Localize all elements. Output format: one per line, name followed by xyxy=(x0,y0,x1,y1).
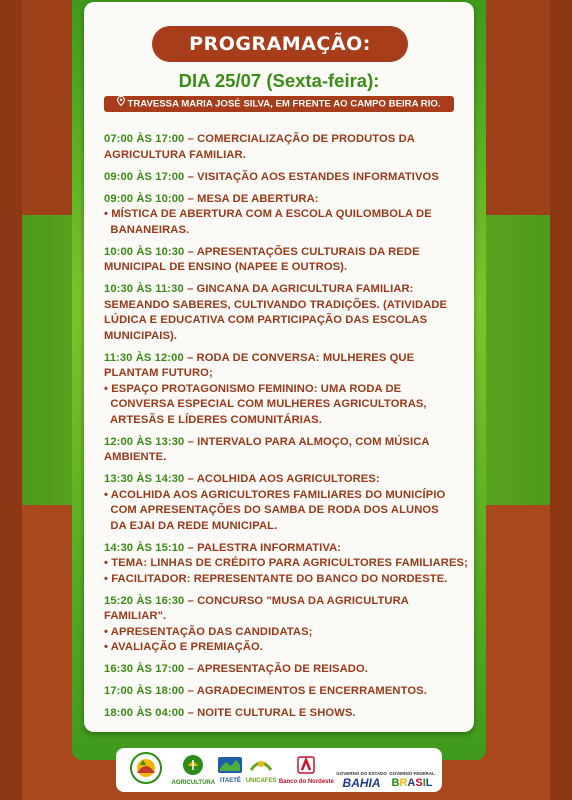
schedule-item xyxy=(104,170,468,186)
schedule-text: MUNICIPAL DE ENSINO (NAPEE E OUTROS). xyxy=(104,261,348,273)
schedule-bullet: • FACILITADOR: REPRESENTANTE DO BANCO DO NORDESTE. xyxy=(104,572,448,585)
schedule-text: AGRICULTURA FAMILIAR. xyxy=(104,148,246,161)
schedule-text: – VISITAÇÃO AOS ESTANDES INFORMATIVOS xyxy=(184,170,439,183)
schedule-item xyxy=(104,541,468,588)
schedule-text: – APRESENTAÇÕES CULTURAIS DA REDE xyxy=(184,245,420,258)
schedule-line xyxy=(104,706,468,722)
schedule-time: 11:30 ÀS 12:00 xyxy=(104,351,184,364)
schedule-text: – RODA DE CONVERSA: MULHERES QUE xyxy=(183,351,415,364)
schedule-text: – MESA DE ABERTURA: xyxy=(184,192,319,205)
itaete-logo-icon xyxy=(217,756,243,778)
schedule-item xyxy=(104,132,468,163)
schedule-bullet: COM APRESENTAÇÕES DO SAMBA DE RODA DOS ALUNOS xyxy=(104,504,439,516)
schedule-item xyxy=(104,192,468,239)
schedule-bullet: DA EJAI DA REDE MUNICIPAL. xyxy=(104,519,278,532)
schedule-bullet: • MÍSTICA DE ABERTURA COM A ESCOLA QUILOMBOLA DE xyxy=(104,208,432,220)
schedule-time: 18:00 ÀS 04:00 xyxy=(104,707,185,719)
schedule-line xyxy=(104,594,468,610)
schedule-time: 10:30 ÀS 11:30 xyxy=(104,283,184,295)
schedule-text: – AGRADECIMENTOS E ENCERRAMENTOS. xyxy=(184,685,427,697)
itaete-logo xyxy=(217,756,243,785)
schedule-text: MUNICIPAIS). xyxy=(104,329,178,342)
brasil-label: BRASIL xyxy=(391,777,433,789)
schedule-line xyxy=(104,170,468,186)
banco-nordeste-logo-label: Banco do Nordeste xyxy=(278,778,334,785)
schedule-item xyxy=(104,435,468,466)
schedule-line xyxy=(104,245,468,261)
schedule-time: 16:30 ÀS 17:00 xyxy=(104,663,185,675)
schedule-time: 07:00 ÀS 17:00 xyxy=(104,133,185,145)
schedule-text: – NOITE CULTURAL E SHOWS. xyxy=(184,707,356,719)
schedule-time: 10:00 ÀS 10:30 xyxy=(104,245,185,258)
schedule-item xyxy=(104,706,468,722)
schedule-line xyxy=(104,148,468,164)
schedule-item xyxy=(104,684,468,700)
schedule-line xyxy=(104,450,468,466)
banco-nordeste-logo-icon xyxy=(296,755,316,779)
governo-federal-logo-icon xyxy=(411,751,413,770)
festival-logo-icon xyxy=(123,751,169,789)
schedule-line xyxy=(104,435,468,451)
schedule-line xyxy=(104,298,468,314)
schedule-line xyxy=(104,351,468,367)
schedule-list xyxy=(104,132,468,728)
schedule-text: – PALESTRA INFORMATIVA: xyxy=(184,541,342,554)
schedule-text: – COMERCIALIZAÇÃO DE PRODUTOS DA xyxy=(184,133,415,145)
schedule-bullet: • AVALIAÇÃO E PREMIAÇÃO. xyxy=(104,641,264,653)
bahia-label: BAHIA xyxy=(342,776,381,790)
schedule-text: AMBIENTE. xyxy=(104,451,167,463)
schedule-item xyxy=(104,472,468,534)
schedule-text: – GINCANA DA AGRICULTURA FAMILIAR: xyxy=(183,283,414,295)
schedule-text: SEMEANDO SABERES, CULTIVANDO TRADIÇÕES. (ATIVIDADE xyxy=(104,298,448,311)
schedule-line xyxy=(104,541,468,557)
schedule-text: – APRESENTAÇÃO DE REISADO. xyxy=(184,663,368,675)
unicafes-logo-label: UNICAFES xyxy=(245,777,277,784)
location-banner xyxy=(104,96,454,112)
schedule-item xyxy=(104,662,468,678)
governo-bahia-logo xyxy=(336,751,387,789)
background-stripe-left xyxy=(0,0,22,800)
schedule-line xyxy=(104,366,468,382)
schedule-item xyxy=(104,245,468,276)
background-stripe-right xyxy=(550,0,572,800)
schedule-text: – INTERVALO PARA ALMOÇO, COM MÚSICA xyxy=(184,435,430,448)
location-text: TRAVESSA MARIA JOSÉ SILVA, EM FRENTE AO CAMPO BEIRA RIO. xyxy=(127,98,441,110)
governo-bahia-logo-icon xyxy=(361,751,363,770)
schedule-line xyxy=(104,472,468,488)
unicafes-logo xyxy=(246,756,277,785)
schedule-line xyxy=(104,282,468,298)
page-title: PROGRAMAÇÃO: xyxy=(152,26,408,62)
schedule-text: LÚDICA E EDUCATIVA COM PARTICIPAÇÃO DAS ESCOLAS xyxy=(104,314,428,326)
governo-federal-logo xyxy=(389,751,435,789)
banco-nordeste-logo xyxy=(279,755,334,786)
schedule-bullet: • ESPAÇO PROTAGONISMO FEMININO: UMA RODA DE xyxy=(104,382,402,395)
schedule-time: 09:00 ÀS 10:00 xyxy=(104,192,185,205)
schedule-text: FAMILIAR". xyxy=(104,610,167,622)
unicafes-logo-icon xyxy=(246,756,276,778)
schedule-text: – ACOLHIDA AOS AGRICULTORES: xyxy=(184,473,380,485)
schedule-text: – CONCURSO "MUSA DA AGRICULTURA xyxy=(184,594,409,607)
festival-logo xyxy=(123,751,169,789)
schedule-bullet: ARTESÃS E LÍDERES COMUNITÁRIAS. xyxy=(104,413,322,426)
day-heading: DIA 25/07 (Sexta-feira): xyxy=(178,70,380,91)
agricultura-logo-icon xyxy=(180,754,206,780)
schedule-time: 13:30 ÀS 14:30 xyxy=(104,473,185,485)
schedule-time: 17:00 ÀS 18:00 xyxy=(104,685,185,697)
schedule-time: 14:30 ÀS 15:10 xyxy=(104,541,185,554)
brasil-caption: GOVERNO FEDERAL xyxy=(389,771,435,776)
location-pin-icon xyxy=(117,96,125,112)
schedule-line xyxy=(104,609,468,625)
agricultura-logo xyxy=(172,754,216,787)
agricultura-logo-label: AGRICULTURA xyxy=(171,779,216,786)
schedule-bullet: • TEMA: LINHAS DE CRÉDITO PARA AGRICULTORES FAMILIARES; xyxy=(104,557,468,569)
schedule-bullet: CONVERSA ESPECIAL COM MULHERES AGRICULTORAS, xyxy=(104,398,427,410)
schedule-line xyxy=(104,313,468,329)
schedule-bullet: BANANEIRAS. xyxy=(104,223,190,236)
schedule-item xyxy=(104,594,468,656)
bahia-caption: GOVERNO DO ESTADO xyxy=(336,771,387,776)
schedule-item xyxy=(104,282,468,344)
itaete-logo-label: ITAETÊ xyxy=(220,777,241,784)
sponsor-logos xyxy=(116,748,442,792)
schedule-item xyxy=(104,351,468,429)
schedule-time: 12:00 ÀS 13:30 xyxy=(104,435,185,448)
schedule-line xyxy=(104,260,468,276)
schedule-line xyxy=(104,132,468,148)
schedule-line xyxy=(104,662,468,678)
schedule-line xyxy=(104,329,468,345)
schedule-bullet: • APRESENTAÇÃO DAS CANDIDATAS; xyxy=(104,625,313,638)
schedule-line xyxy=(104,684,468,700)
schedule-time: 15:20 ÀS 16:30 xyxy=(104,594,185,607)
schedule-text: PLANTAM FUTURO; xyxy=(104,367,213,379)
schedule-time: 09:00 ÀS 17:00 xyxy=(104,170,185,183)
schedule-line xyxy=(104,192,468,208)
schedule-bullet: • ACOLHIDA AOS AGRICULTORES FAMILIARES DO MUNICÍPIO xyxy=(104,488,446,501)
